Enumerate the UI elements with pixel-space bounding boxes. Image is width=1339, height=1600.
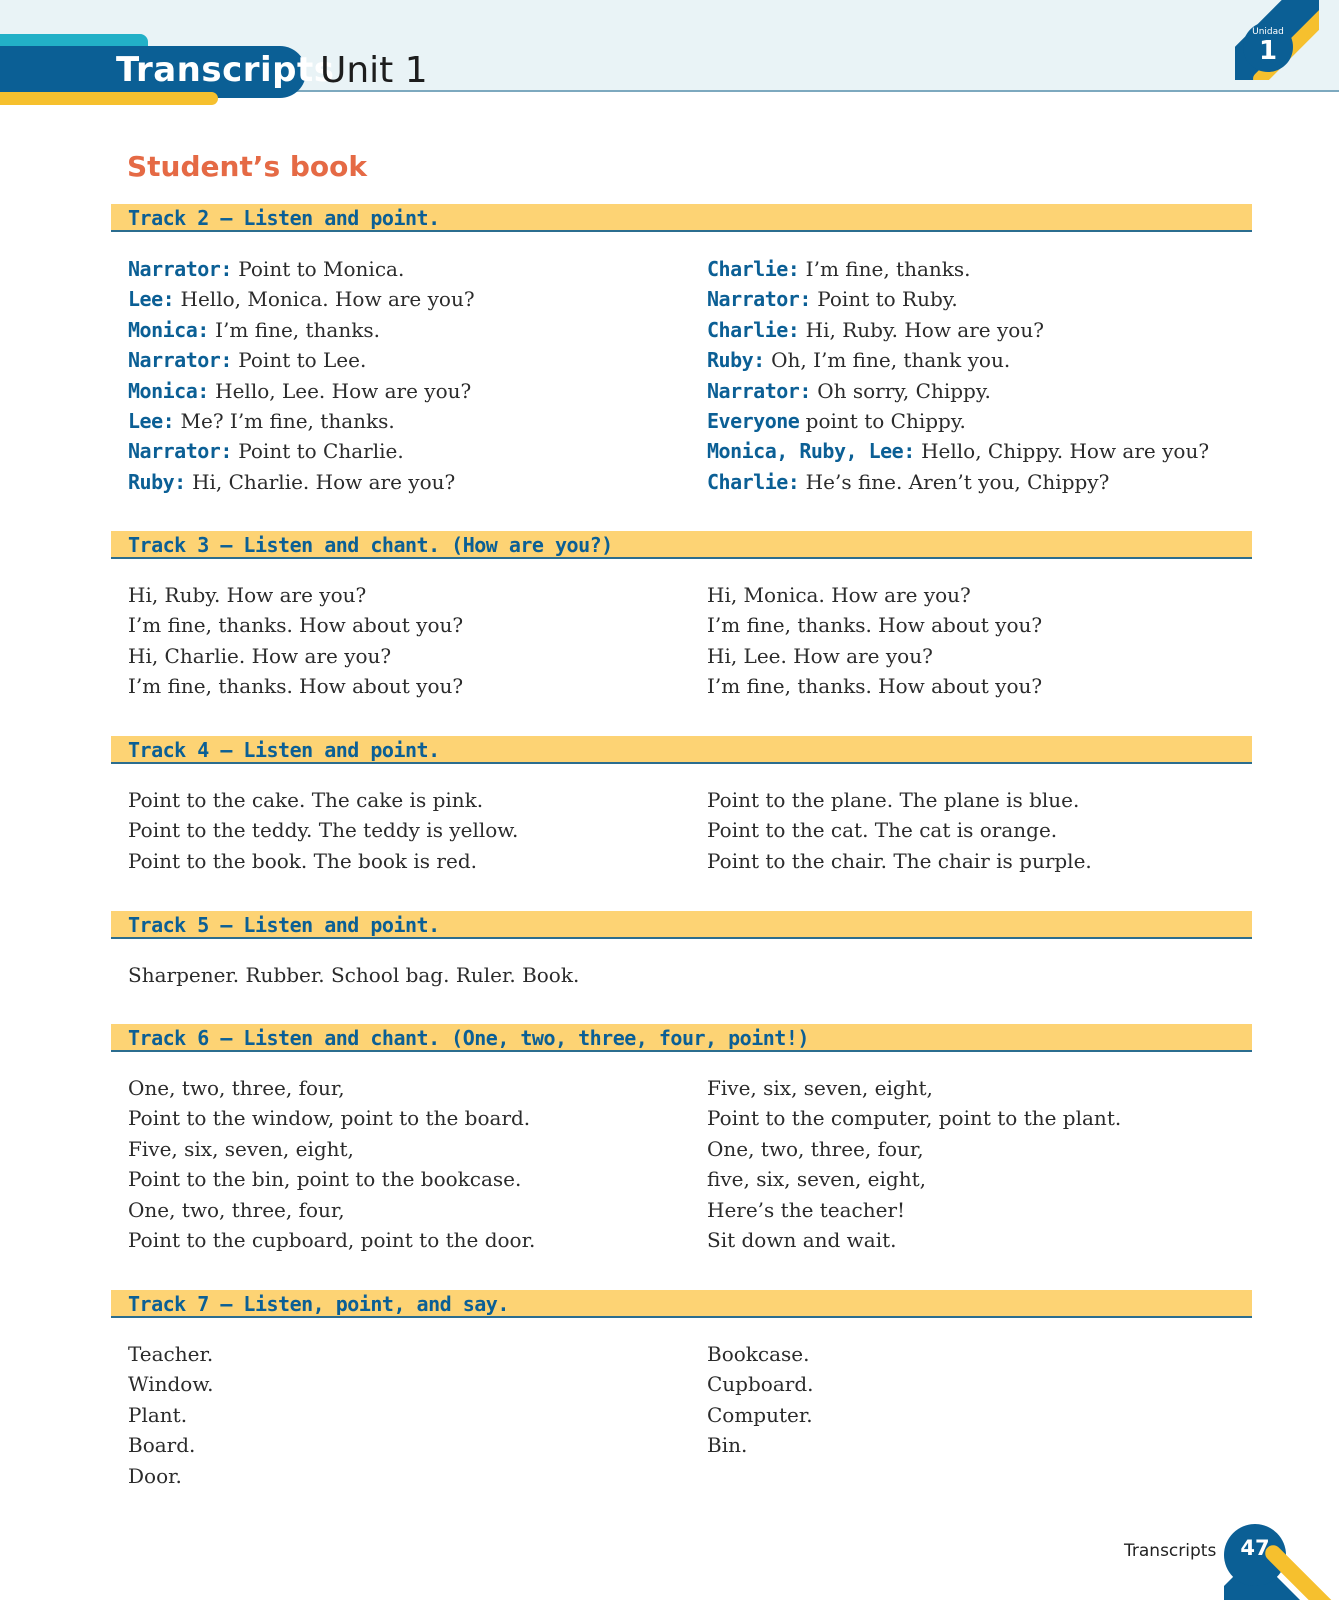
speaker-name: Narrator: <box>128 439 232 464</box>
speaker-name: Narrator: <box>128 257 232 281</box>
badge-number: 1 <box>1258 36 1278 66</box>
transcript-line: Board. <box>128 1433 196 1458</box>
speaker-name: Everyone <box>707 408 800 433</box>
track-title: Track 6 – Listen and chant. (One, two, three, four, point!) <box>128 1026 809 1050</box>
transcript-line <box>128 467 688 497</box>
track-left-column <box>128 1339 688 1491</box>
transcript-line: I’m fine, thanks. How about you? <box>707 674 1043 699</box>
transcript-line: five, six, seven, eight, <box>707 1167 926 1192</box>
transcript-line: One, two, three, four, <box>707 1136 924 1161</box>
track-right-column <box>707 785 1267 876</box>
transcript-line <box>707 467 1267 497</box>
transcript-line <box>128 376 688 406</box>
line-text: point to Chippy. <box>799 408 966 433</box>
page-number-badge <box>1224 1524 1339 1600</box>
unit-title: Unit 1 <box>320 50 428 91</box>
speaker-name: Lee: <box>128 408 175 433</box>
track-title: Track 2 – Listen and point. <box>128 206 440 230</box>
line-text: Oh sorry, Chippy. <box>810 378 991 403</box>
transcript-line <box>128 284 688 314</box>
transcript-line <box>128 345 688 375</box>
transcript-line: Point to the cupboard, point to the door. <box>128 1227 536 1252</box>
transcript-line: Hi, Ruby. How are you? <box>128 583 367 607</box>
transcript-line: Point to the plane. The plane is blue. <box>707 788 1080 812</box>
transcript-line: Hi, Charlie. How are you? <box>128 643 392 668</box>
transcript-line: Sharpener. Rubber. School bag. Ruler. Book. <box>128 963 580 987</box>
header-cyan-stripe <box>0 34 148 46</box>
transcript-line <box>128 315 688 345</box>
transcript-line: I’m fine, thanks. How about you? <box>707 613 1043 638</box>
track-heading <box>111 1290 1252 1318</box>
transcript-line <box>707 315 1267 345</box>
footer-label: Transcripts <box>1124 1541 1217 1561</box>
transcript-line: Cupboard. <box>707 1372 814 1397</box>
transcript-line: Door. <box>128 1463 182 1488</box>
line-text: Point to Charlie. <box>231 439 404 464</box>
unit-badge <box>1235 0 1319 80</box>
transcript-line: Bookcase. <box>707 1342 810 1366</box>
transcript-line: Teacher. <box>128 1342 214 1366</box>
speaker-name: Charlie: <box>707 469 800 494</box>
track-title: Track 5 – Listen and point. <box>128 913 440 937</box>
track-right-column <box>707 1073 1267 1255</box>
track-left-column <box>128 785 688 876</box>
speaker-name: Monica: <box>128 317 209 342</box>
transcript-line <box>128 406 688 436</box>
speaker-name: Monica: <box>128 378 209 403</box>
page-title: Transcripts <box>116 50 335 90</box>
transcript-line: Point to the window, point to the board. <box>128 1106 531 1131</box>
transcript-line: Point to the cake. The cake is pink. <box>128 788 484 812</box>
transcript-line: Hi, Monica. How are you? <box>707 583 971 607</box>
transcript-line: Point to the computer, point to the plant. <box>707 1106 1122 1131</box>
line-text: Hello, Chippy. How are you? <box>914 439 1210 464</box>
track-title: Track 3 – Listen and chant. (How are you?) <box>128 533 613 557</box>
transcript-line: One, two, three, four, <box>128 1076 345 1100</box>
line-text: I’m fine, thanks. <box>208 317 380 342</box>
speaker-name: Charlie: <box>707 257 800 281</box>
speaker-name: Charlie: <box>707 317 800 342</box>
line-text: I’m fine, thanks. <box>799 257 971 281</box>
line-text: Point to Ruby. <box>810 287 958 312</box>
track-heading <box>111 736 1252 764</box>
track-heading <box>111 531 1252 559</box>
line-text: Point to Monica. <box>231 257 405 281</box>
transcript-line <box>707 345 1267 375</box>
transcript-line <box>707 284 1267 314</box>
track-left-column <box>128 254 688 497</box>
transcript-line: Bin. <box>707 1433 748 1458</box>
line-text: Hi, Charlie. How are you? <box>185 469 456 494</box>
transcript-line <box>707 254 1267 284</box>
speaker-name: Narrator: <box>707 287 811 312</box>
transcript-line: Five, six, seven, eight, <box>707 1076 933 1100</box>
track-left-column <box>128 960 688 990</box>
line-text: Me? I’m fine, thanks. <box>174 408 395 433</box>
header-yellow-stripe <box>0 92 218 105</box>
transcript-line: I’m fine, thanks. How about you? <box>128 613 464 638</box>
line-text: Hello, Monica. How are you? <box>174 287 475 312</box>
track-title: Track 7 – Listen, point, and say. <box>128 1292 509 1316</box>
track-left-column <box>128 1073 688 1255</box>
speaker-name: Lee: <box>128 287 175 312</box>
transcript-line: I’m fine, thanks. How about you? <box>128 674 464 699</box>
line-text: Oh, I’m fine, thank you. <box>764 348 1011 373</box>
transcript-line: Here’s the teacher! <box>707 1197 906 1222</box>
transcript-line <box>128 254 688 284</box>
transcript-line: Window. <box>128 1372 214 1397</box>
transcript-line: Plant. <box>128 1402 188 1427</box>
transcript-line: Computer. <box>707 1402 813 1427</box>
speaker-name: Monica, Ruby, Lee: <box>707 439 915 464</box>
track-title: Track 4 – Listen and point. <box>128 738 440 762</box>
transcript-line: One, two, three, four, <box>128 1197 345 1222</box>
transcript-line: Point to the cat. The cat is orange. <box>707 818 1058 843</box>
line-text: Hello, Lee. How are you? <box>208 378 472 403</box>
track-heading <box>111 1024 1252 1052</box>
track-right-column <box>707 1339 1267 1461</box>
track-heading <box>111 911 1252 939</box>
transcript-line <box>707 406 1267 436</box>
line-text: Hi, Ruby. How are you? <box>799 317 1044 342</box>
line-text: Point to Lee. <box>231 348 367 373</box>
track-right-column <box>707 580 1267 702</box>
transcript-line <box>128 436 688 466</box>
transcript-line <box>707 436 1267 466</box>
transcript-line: Point to the bin, point to the bookcase. <box>128 1167 522 1192</box>
speaker-name: Ruby: <box>707 348 765 373</box>
page-number: 47 <box>1240 1536 1270 1560</box>
transcript-line <box>707 376 1267 406</box>
speaker-name: Narrator: <box>128 348 232 373</box>
speaker-name: Narrator: <box>707 378 811 403</box>
transcript-line: Hi, Lee. How are you? <box>707 643 933 668</box>
transcript-line: Point to the teddy. The teddy is yellow. <box>128 818 519 843</box>
transcript-line: Five, six, seven, eight, <box>128 1136 354 1161</box>
track-right-column <box>707 254 1267 497</box>
transcript-line: Sit down and wait. <box>707 1227 897 1252</box>
track-heading <box>111 204 1252 232</box>
section-title: Student’s book <box>127 150 368 183</box>
transcript-line: Point to the book. The book is red. <box>128 848 477 873</box>
speaker-name: Ruby: <box>128 469 186 494</box>
track-left-column <box>128 580 688 702</box>
line-text: He’s fine. Aren’t you, Chippy? <box>799 469 1110 494</box>
badge-label: Unidad <box>1252 27 1284 37</box>
transcript-line: Point to the chair. The chair is purple. <box>707 848 1092 873</box>
